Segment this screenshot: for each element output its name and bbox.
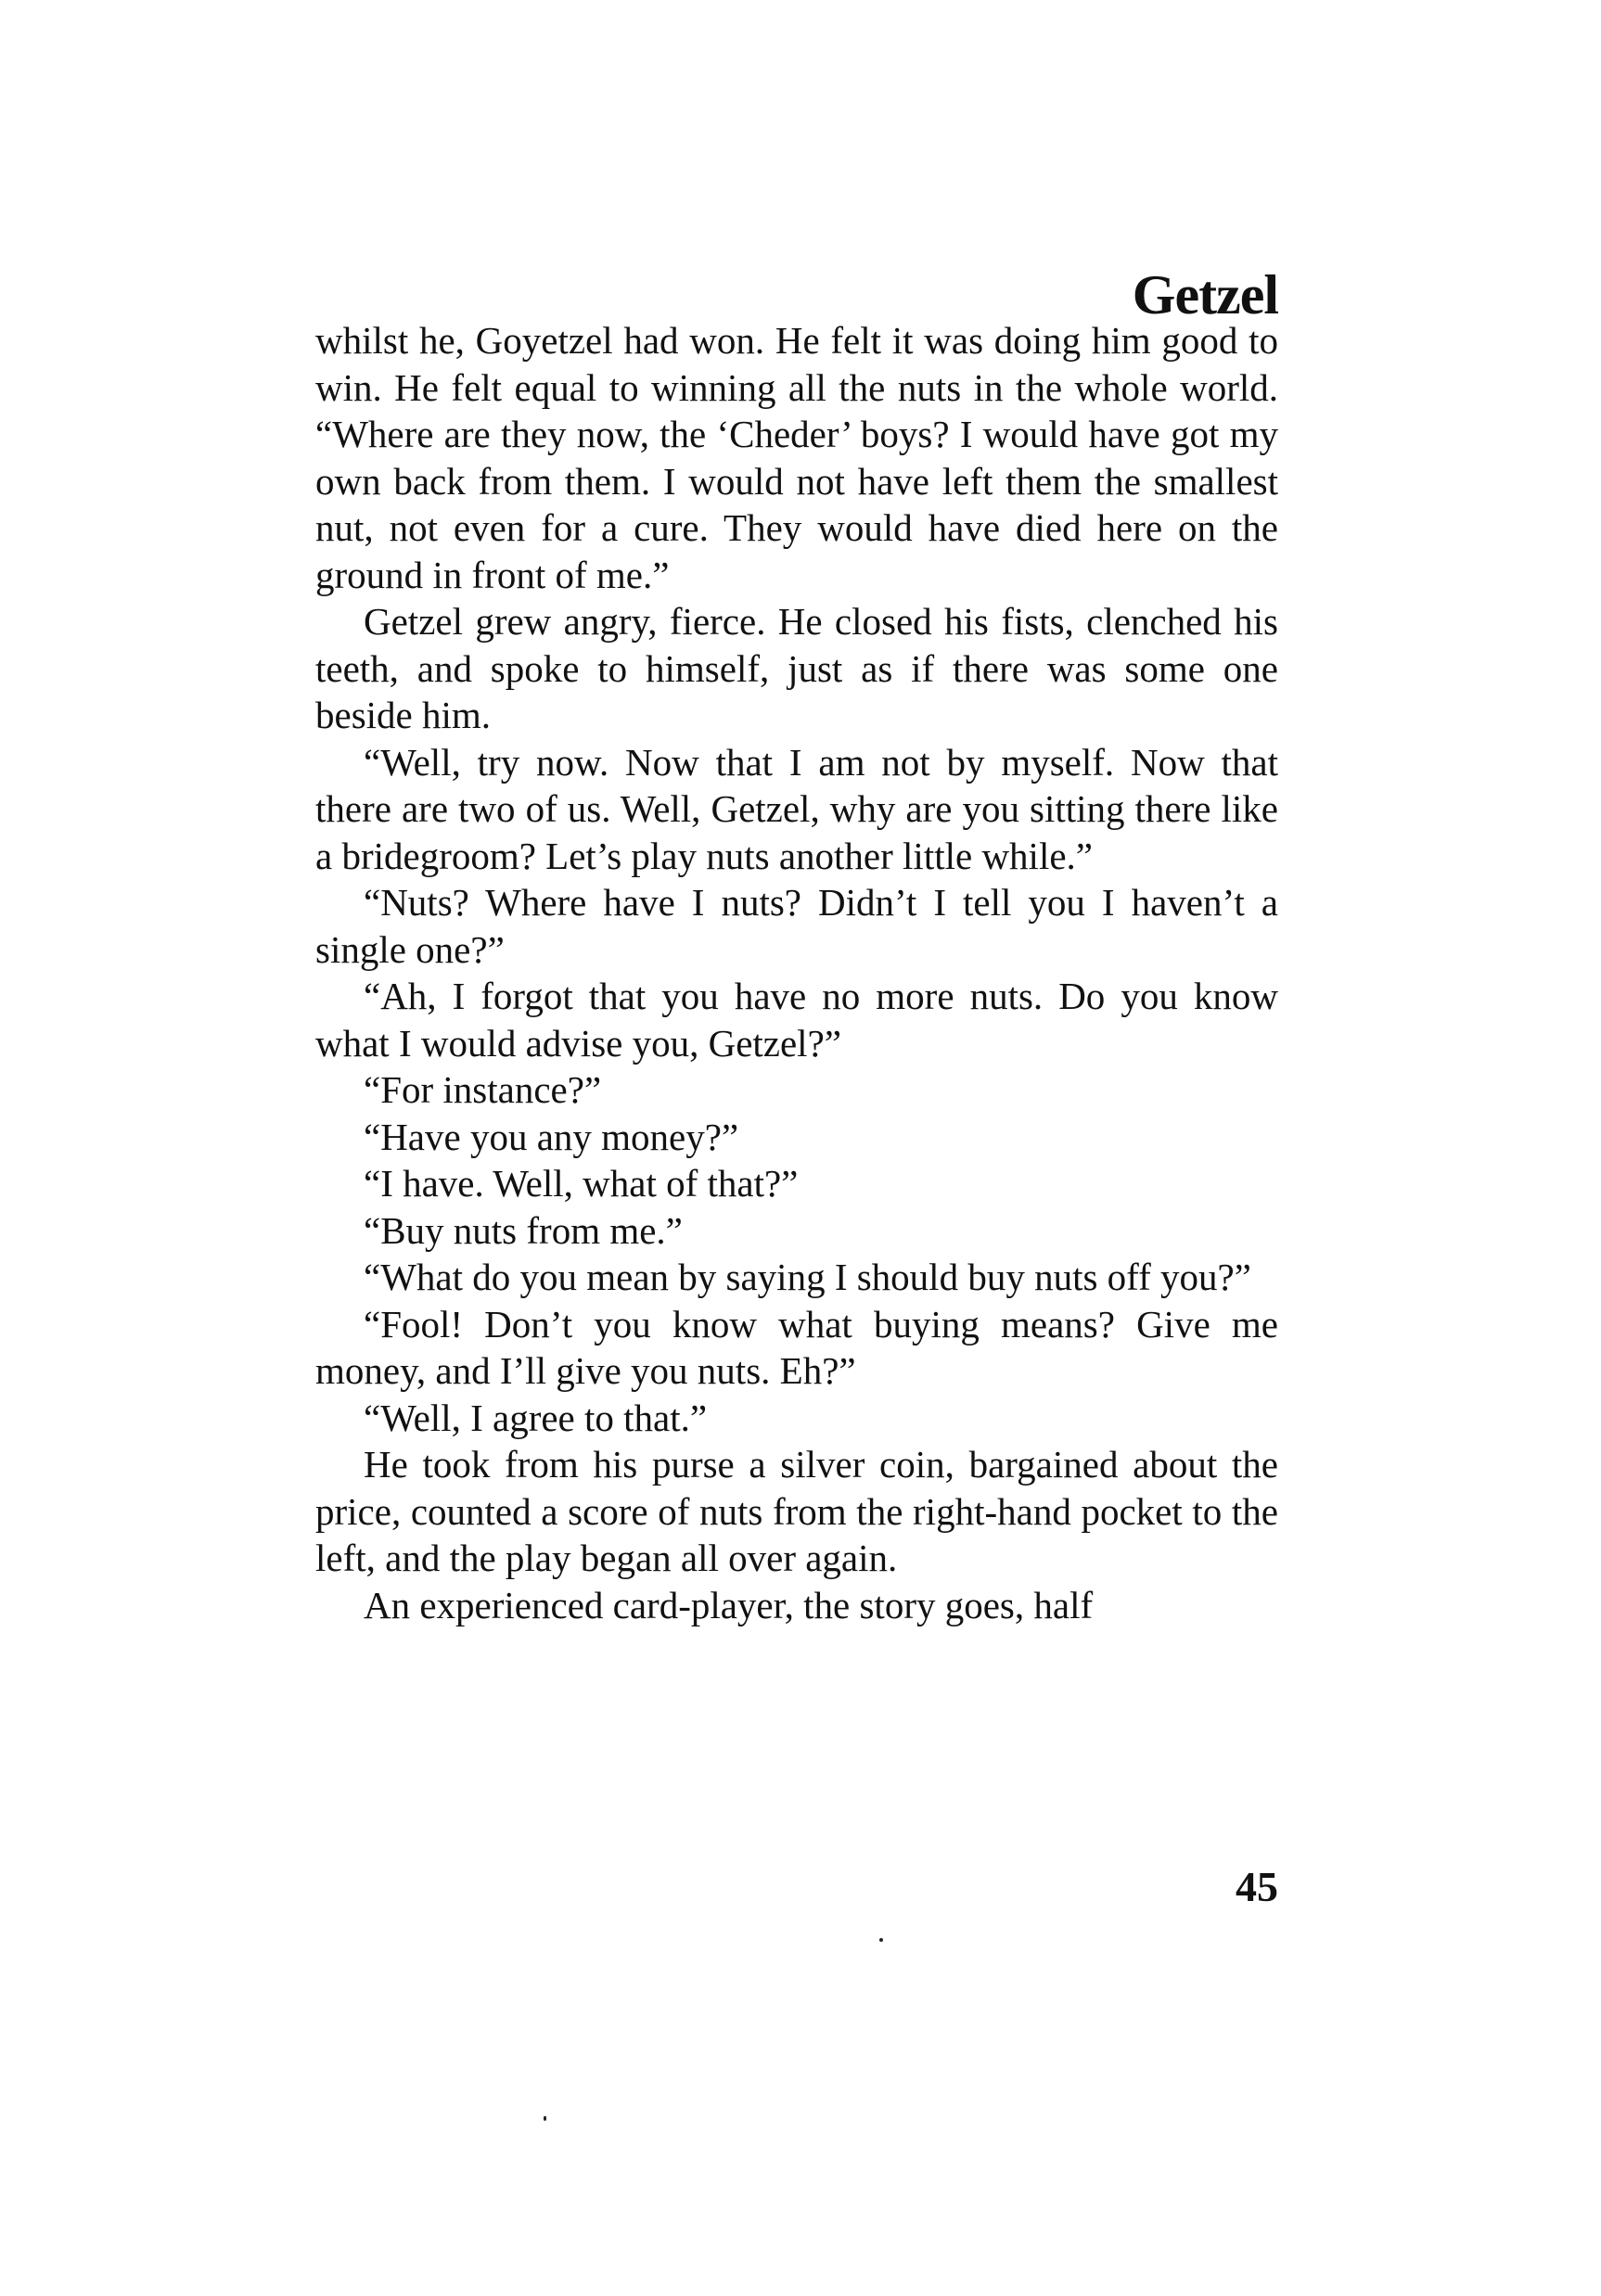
paragraph: “Have you any money?” [364, 1115, 739, 1158]
paragraph: whilst he, Goyetzel had won. He felt it was doing him good to win. He felt equal to winning all the nuts in the whole world. “Where are they now, the ‘Cheder’ boys? I would have got my own back from them. I would not have left them the smallest nut, not even for a cure. They would have died here on the ground in front of me.” [315, 319, 1278, 596]
running-head: Getzel [1132, 264, 1278, 325]
paragraph: He took from his purse a silver coin, bargained about the price, counted a score of nuts from the right-hand pocket to the left, and the play began all over again. [315, 1443, 1278, 1579]
paragraph: “For instance?” [364, 1068, 602, 1111]
page-number: 45 [1236, 1863, 1278, 1910]
ink-speck [879, 1938, 883, 1942]
paragraph: “Buy nuts from me.” [364, 1208, 683, 1252]
paragraph: “Nuts? Where have I nuts? Didn’t I tell you I haven’t a single one?” [315, 881, 1278, 971]
paragraph: “Fool! Don’t you know what buying means? Give me money, and I’ll give you nuts. Eh?” [315, 1302, 1278, 1392]
paragraph: An experienced card-player, the story goes, half [364, 1583, 1094, 1626]
paragraph: “What do you mean by saying I should buy nuts off you?” [364, 1256, 1251, 1298]
paragraph: “Ah, I forgot that you have no more nuts. Do you know what I would advise you, Getzel?” [315, 975, 1278, 1065]
paragraph: Getzel grew angry, fierce. He closed his fists, clenched his teeth, and spoke to himself, just as if there was some one beside him. [315, 600, 1278, 736]
ink-speck [544, 2116, 546, 2121]
paragraph: “Well, try now. Now that I am not by myself. Now that there are two of us. Well, Getzel, why are you sitting there like a bridegroom? Let’s play nuts another little while.” [315, 740, 1278, 877]
paragraph: “I have. Well, what of that?” [364, 1162, 799, 1205]
paragraph: “Well, I agree to that.” [364, 1396, 708, 1439]
body-text [315, 317, 1278, 1628]
